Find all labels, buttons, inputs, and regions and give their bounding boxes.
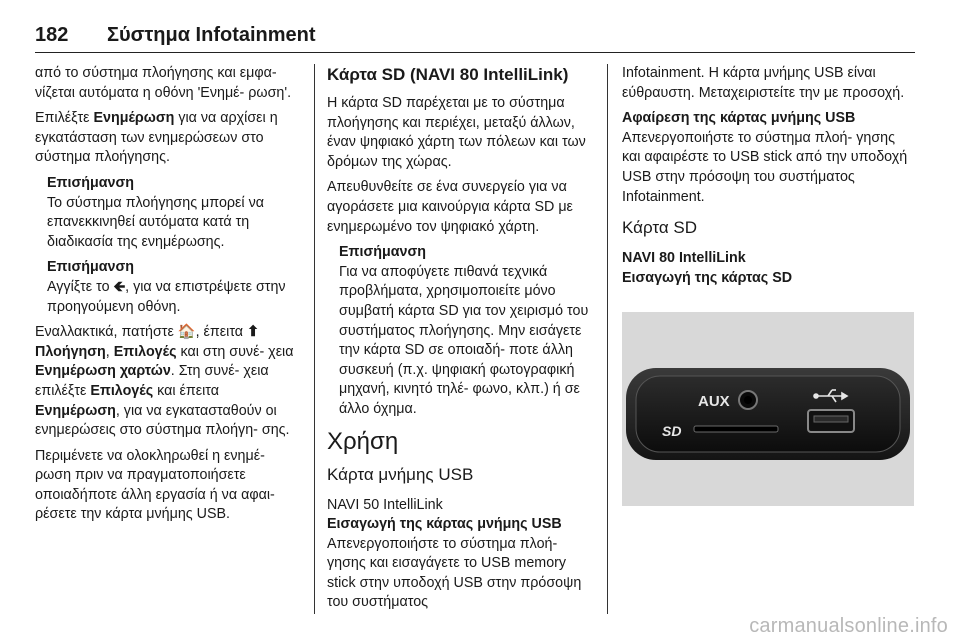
paragraph: Η κάρτα SD παρέχεται με το σύστημα πλοήγησης και περιέχει, μεταξύ άλλων, έναν ψηφιακό χάρτη των πόλεων και των δρόμων της χώρας.: [327, 95, 586, 170]
paragraph: Επιλέξτε Ενημέρωση για να αρχίσει η εγκατάσταση των ενημερώσεων στο σύστημα πλοήγησης.: [35, 110, 278, 166]
paragraph: Απενεργοποιήστε το σύστημα πλοή- γησης και εισαγάγετε το USB memory stick στην υποδοχή USB στην πρόσοψη του συστήματος: [327, 535, 582, 611]
paragraph: Εναλλακτικά, πατήστε 🏠, έπειτα ⬆Πλοήγηση, Επιλογές και στη συνέ- χεια Ενημέρωση χαρτών. Στη συνέ- χεια επιλέξτε Επιλογές και έπειτα Ενημέρωση, για να εγκατασταθούν οι ενημερώσεις στο σύστημα πλοήγη- σης.: [35, 324, 294, 439]
sd-label: SD: [662, 423, 682, 439]
procedure-heading: Αφαίρεση της κάρτας μνήμης USB: [622, 110, 856, 127]
watermark: carmanualsonline.info: [749, 615, 948, 637]
page-header: [35, 24, 915, 53]
paragraph: από το σύστημα πλοήγησης και εμφα- νίζεται αυτόματα η οθόνη 'Ενημέ- ρωση'.: [35, 65, 292, 101]
port-panel-illustration: [622, 312, 914, 506]
sd-slot: [694, 426, 778, 432]
paragraph: Απευθυνθείτε σε ένα συνεργείο για να αγοράσετε μια καινούργια κάρτα SD με ενημερωμένο τον ψηφιακό χάρτη.: [327, 179, 573, 235]
note-title: Επισήμανση: [339, 244, 426, 261]
port-face: [636, 376, 900, 452]
note-box: [47, 174, 303, 252]
navigation-arrow-icon: ⬆: [247, 324, 260, 341]
model-heading: NAVI 50 IntelliLink: [327, 496, 443, 513]
back-arrow-icon: 🡸: [113, 278, 126, 295]
column-1: [35, 64, 303, 531]
page-number: 182: [35, 24, 69, 46]
note-text: Το σύστημα πλοήγησης μπορεί να επανεκκινηθεί αυτόματα κατά τη διαδικασία της ενημέρωσης.: [47, 194, 264, 250]
note-title: Επισήμανση: [47, 174, 134, 191]
home-icon: 🏠: [177, 324, 196, 341]
aux-label: AUX: [698, 393, 730, 410]
section-heading: Κάρτα SD (NAVI 80 IntelliLink): [327, 65, 569, 84]
chapter-heading: Χρήση: [327, 427, 399, 455]
note-box: [47, 258, 303, 317]
column-3: [622, 64, 914, 288]
page-title: Σύστημα Infotainment: [107, 24, 316, 46]
column-2: [327, 64, 595, 619]
paragraph: Απενεργοποιήστε το σύστημα πλοή- γησης και αφαιρέστε το USB stick από την υποδοχή USB στην πρόσοψη του συστήματος Infotainment.: [622, 129, 908, 205]
subsection-heading: Κάρτα SD: [622, 218, 698, 238]
paragraph: Περιμένετε να ολοκληρωθεί η ενημέ- ρωση πριν να πραγματοποιήσετε οποιαδήποτε άλλη εργασία ή να αφαι- ρέσετε την κάρτα μνήμης USB.: [35, 447, 275, 523]
model-heading: NAVI 80 IntelliLink: [622, 250, 746, 267]
procedure-heading: Εισαγωγή της κάρτας μνήμης USB: [327, 516, 562, 533]
note-title: Επισήμανση: [47, 259, 134, 276]
note-box: [339, 243, 595, 419]
note-text: Για να αποφύγετε πιθανά τεχνικά προβλήματα, χρησιμοποιείτε μόνο συμβατή κάρτα SD για τον χειρισμό του συστήματος πλοήγησης. Μην εισάγετε την κάρτα SD σε οποιαδή- ποτε άλλη συσκευή (π.χ. ψηφιακή φωτογραφική μηχανή, κινητό τηλέ- φωνο, κλπ.) ή σε άλλο όχημα.: [339, 263, 589, 417]
port-panel-photo: [622, 312, 914, 506]
procedure-heading: Εισαγωγή της κάρτας SD: [622, 269, 793, 286]
note-text: Αγγίξτε το 🡸, για να επιστρέψετε στην προηγούμενη οθόνη.: [47, 278, 286, 315]
subsection-heading: Κάρτα μνήμης USB: [327, 464, 474, 484]
paragraph: Infotainment. Η κάρτα μνήμης USB είναι εύθραυστη. Μεταχειριστείτε την με προσοχή.: [622, 65, 905, 101]
column-divider-2: [607, 64, 608, 614]
column-divider-1: [314, 64, 315, 614]
